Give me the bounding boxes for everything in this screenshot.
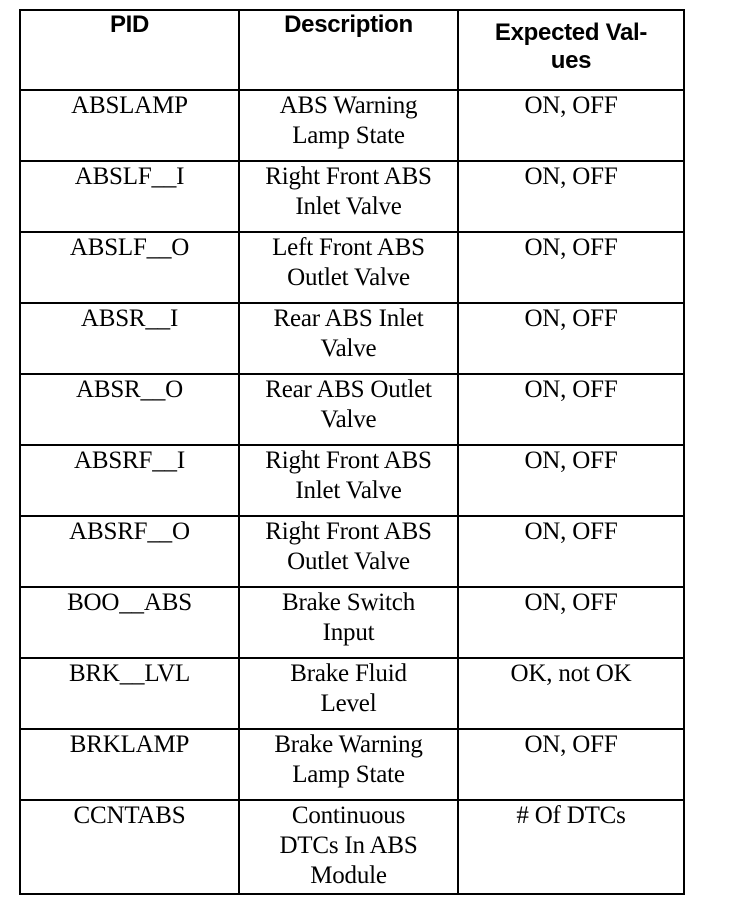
expected-cell: ON, OFF [458, 587, 684, 658]
table-row [20, 161, 684, 232]
description-line: Inlet Valve [295, 193, 402, 220]
description-line: Rear ABS Outlet [265, 376, 432, 403]
description-line: DTCs In ABS [279, 832, 418, 859]
expected-cell: ON, OFF [458, 90, 684, 161]
table-row [20, 90, 684, 161]
description-line: Lamp State [292, 761, 405, 788]
expected-cell: ON, OFF [458, 232, 684, 303]
pid-cell: ABSRF__I [20, 445, 239, 516]
header-expected-line1: Expected Val- [494, 19, 648, 46]
pid-cell: ABSR__O [20, 374, 239, 445]
description-cell [239, 303, 458, 374]
expected-cell: # Of DTCs [458, 800, 684, 894]
pid-cell: BRKLAMP [20, 729, 239, 800]
pid-cell: ABSLAMP [20, 90, 239, 161]
description-line: Right Front ABS [265, 163, 432, 190]
table-row [20, 587, 684, 658]
description-cell [239, 161, 458, 232]
description-cell [239, 445, 458, 516]
table-row [20, 800, 684, 894]
pid-cell: ABSLF__I [20, 161, 239, 232]
header-description: Description [239, 10, 458, 90]
description-cell [239, 374, 458, 445]
description-line: Right Front ABS [265, 447, 432, 474]
header-row [20, 10, 684, 90]
description-line: Lamp State [292, 122, 405, 149]
pid-cell: BRK__LVL [20, 658, 239, 729]
description-line: Left Front ABS [272, 234, 425, 261]
expected-cell: ON, OFF [458, 729, 684, 800]
description-line: Brake Fluid [290, 660, 407, 687]
description-line: Rear ABS Inlet [273, 305, 424, 332]
description-cell [239, 90, 458, 161]
expected-cell: ON, OFF [458, 374, 684, 445]
table-row [20, 303, 684, 374]
table-row [20, 374, 684, 445]
description-line: Module [310, 862, 387, 889]
description-cell [239, 729, 458, 800]
expected-cell: ON, OFF [458, 516, 684, 587]
description-line: Brake Warning [274, 731, 423, 758]
table-row [20, 658, 684, 729]
description-cell [239, 800, 458, 894]
table-row [20, 232, 684, 303]
description-line: Outlet Valve [287, 548, 410, 575]
description-line: Continuous [291, 802, 406, 829]
expected-cell: OK, not OK [458, 658, 684, 729]
description-line: Brake Switch [282, 589, 415, 616]
pid-cell: ABSRF__O [20, 516, 239, 587]
table-row [20, 516, 684, 587]
description-line: ABS Warning [279, 92, 418, 119]
description-line: Valve [320, 335, 377, 362]
header-expected-values [458, 10, 684, 90]
description-line: Right Front ABS [265, 518, 432, 545]
description-line: Valve [320, 406, 377, 433]
description-cell [239, 658, 458, 729]
header-pid: PID [20, 10, 239, 90]
description-cell [239, 516, 458, 587]
table-row [20, 729, 684, 800]
pid-cell: ABSR__I [20, 303, 239, 374]
description-line: Input [322, 619, 375, 646]
pid-cell: CCNTABS [20, 800, 239, 894]
description-line: Inlet Valve [295, 477, 402, 504]
expected-cell: ON, OFF [458, 303, 684, 374]
expected-cell: ON, OFF [458, 445, 684, 516]
header-expected-line2: ues [550, 47, 592, 74]
pid-cell: BOO__ABS [20, 587, 239, 658]
table-row [20, 445, 684, 516]
expected-cell: ON, OFF [458, 161, 684, 232]
description-cell [239, 587, 458, 658]
pid-cell: ABSLF__O [20, 232, 239, 303]
pid-table [19, 9, 685, 895]
description-cell [239, 232, 458, 303]
description-line: Outlet Valve [287, 264, 410, 291]
description-line: Level [320, 690, 377, 717]
